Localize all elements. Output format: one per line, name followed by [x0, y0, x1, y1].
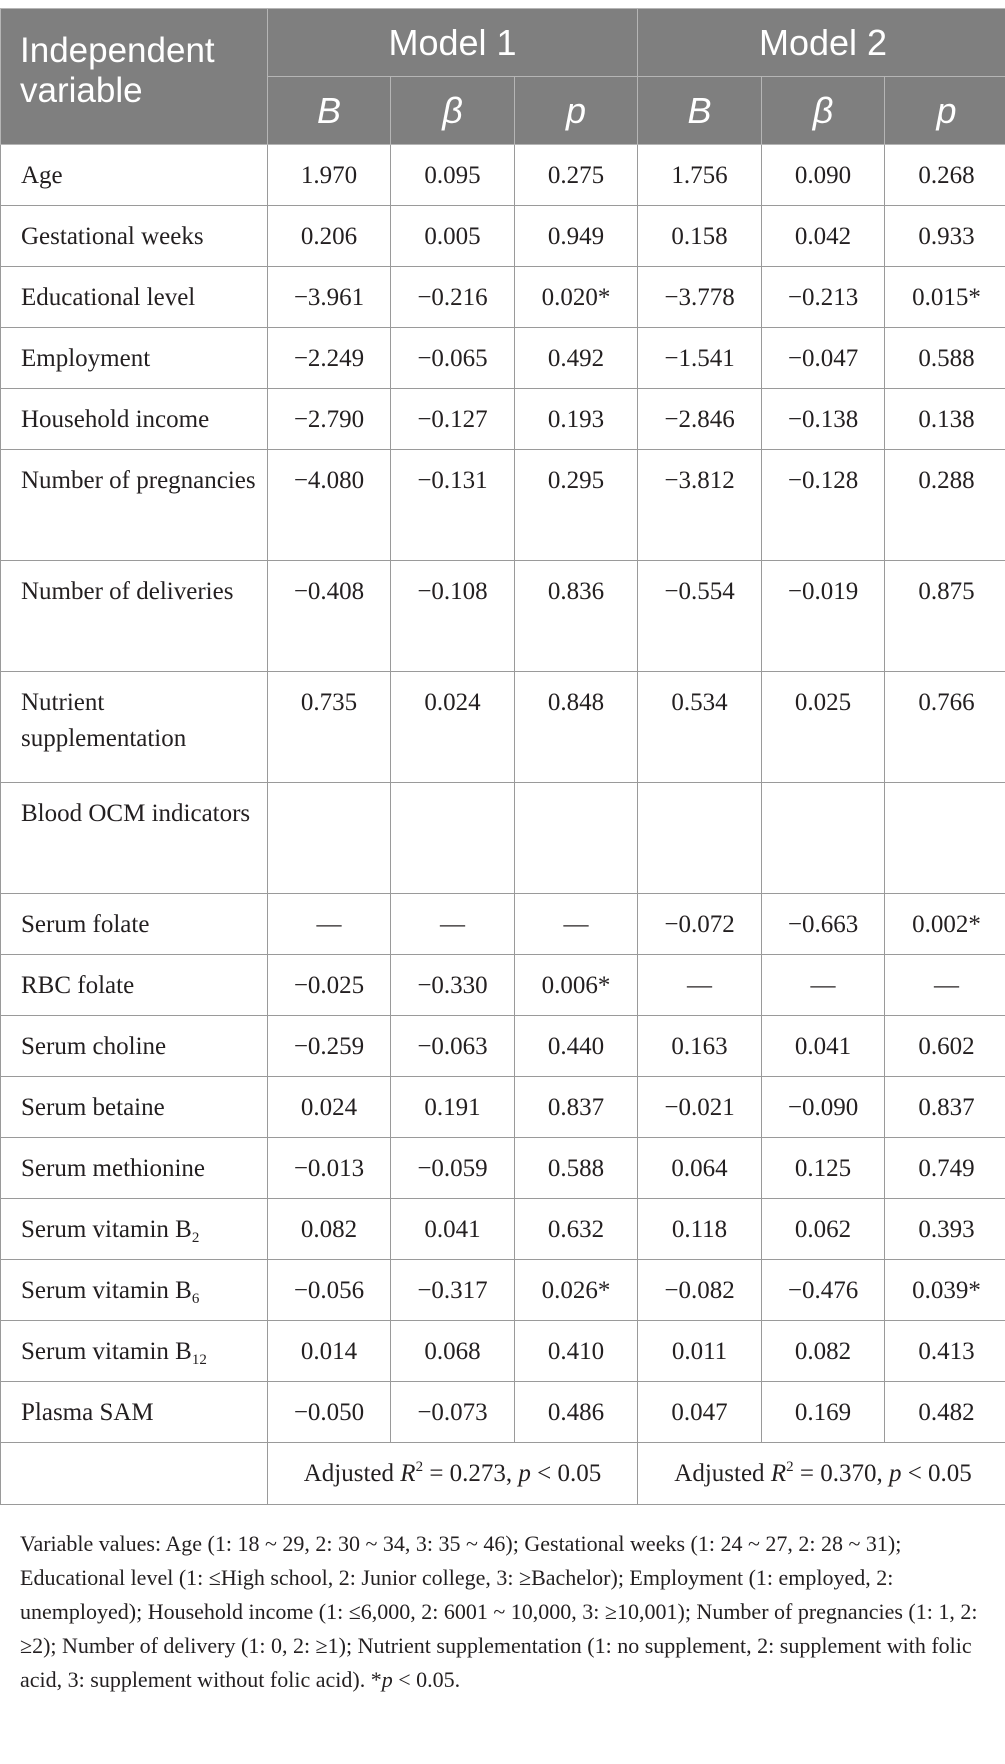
table-cell: 0.047 [638, 1382, 762, 1443]
table-cell: −0.065 [391, 328, 515, 389]
table-footer-row [1, 1443, 1005, 1505]
table-cell: — [268, 894, 391, 955]
table-cell [515, 783, 638, 894]
table-row [1, 1138, 1005, 1199]
table-cell: 0.191 [391, 1077, 515, 1138]
table-cell: 0.062 [762, 1199, 885, 1260]
table-cell: 0.006* [515, 955, 638, 1016]
row-label-text: Household income [21, 406, 210, 433]
table-cell: −0.554 [638, 561, 762, 672]
table-cell: 0.020* [515, 267, 638, 328]
table-row [1, 561, 1005, 672]
table-cell: −0.259 [268, 1016, 391, 1077]
table-cell: 0.749 [885, 1138, 1005, 1199]
table-cell: 0.025 [762, 672, 885, 783]
footer-model-2-fit: Adjusted $R^2 = 0.370$, p < 0.05 [638, 1443, 1005, 1505]
table-cell: 0.169 [762, 1382, 885, 1443]
table-cell: −3.778 [638, 267, 762, 328]
table-cell: 0.158 [638, 206, 762, 267]
header-stat: B [638, 77, 762, 145]
row-label-subscript: 6 [191, 1291, 200, 1307]
table-cell: 0.015* [885, 267, 1005, 328]
table-cell: 0.041 [762, 1016, 885, 1077]
table-cell: −0.408 [268, 561, 391, 672]
table-cell: 0.534 [638, 672, 762, 783]
table-row [1, 1199, 1005, 1260]
row-label [1, 1260, 268, 1321]
table-cell: 0.482 [885, 1382, 1005, 1443]
header-independent-variable: Independent variable [1, 9, 268, 145]
table-cell: 0.193 [515, 389, 638, 450]
table-cell: 0.295 [515, 450, 638, 561]
table-row [1, 1260, 1005, 1321]
table-cell [268, 783, 391, 894]
table-cell: 0.163 [638, 1016, 762, 1077]
table-cell: −0.090 [762, 1077, 885, 1138]
table-cell: −0.019 [762, 561, 885, 672]
table-cell: 0.632 [515, 1199, 638, 1260]
table-row [1, 1016, 1005, 1077]
row-label [1, 1077, 268, 1138]
table-cell: 0.393 [885, 1199, 1005, 1260]
row-label-text: Serum vitamin B [21, 1277, 192, 1304]
table-cell: −0.213 [762, 267, 885, 328]
table-cell: 0.041 [391, 1199, 515, 1260]
regression-table-wrapper [0, 8, 1005, 1505]
row-label-text: Employment [21, 345, 151, 372]
table-cell: −0.330 [391, 955, 515, 1016]
table-cell [762, 783, 885, 894]
table-cell: 0.206 [268, 206, 391, 267]
table-cell: 0.068 [391, 1321, 515, 1382]
table-cell: 0.766 [885, 672, 1005, 783]
row-label [1, 145, 268, 206]
row-label [1, 1016, 268, 1077]
table-cell: — [762, 955, 885, 1016]
table-cell: 0.837 [515, 1077, 638, 1138]
header-stat: β [391, 77, 515, 145]
table-cell: −2.249 [268, 328, 391, 389]
header-stat: p [515, 77, 638, 145]
table-cell: 0.095 [391, 145, 515, 206]
table-cell: 0.002* [885, 894, 1005, 955]
table-cell: 0.588 [515, 1138, 638, 1199]
header-model-2: Model 2 [638, 9, 1005, 77]
row-label-subscript: 12 [191, 1352, 207, 1368]
table-cell: — [515, 894, 638, 955]
row-label-text: Serum vitamin B [21, 1338, 192, 1365]
table-cell: −4.080 [268, 450, 391, 561]
row-label-text: RBC folate [21, 972, 135, 999]
table-cell: 0.440 [515, 1016, 638, 1077]
row-label [1, 450, 268, 561]
header-stat: β [762, 77, 885, 145]
row-label [1, 267, 268, 328]
table-cell: −0.059 [391, 1138, 515, 1199]
table-cell: 0.413 [885, 1321, 1005, 1382]
table-cell: 0.486 [515, 1382, 638, 1443]
table-cell: 0.275 [515, 145, 638, 206]
table-cell: −0.021 [638, 1077, 762, 1138]
table-cell: 0.949 [515, 206, 638, 267]
table-cell: 0.082 [762, 1321, 885, 1382]
table-cell: 0.875 [885, 561, 1005, 672]
table-cell: 0.064 [638, 1138, 762, 1199]
row-label-text: Nutrient supplementation [21, 689, 187, 752]
table-cell: −0.216 [391, 267, 515, 328]
table-cell: 0.011 [638, 1321, 762, 1382]
row-label [1, 955, 268, 1016]
table-cell: −0.050 [268, 1382, 391, 1443]
table-cell: 0.090 [762, 145, 885, 206]
table-cell: 0.410 [515, 1321, 638, 1382]
table-cell: 0.933 [885, 206, 1005, 267]
table-cell: 0.268 [885, 145, 1005, 206]
table-cell: 0.588 [885, 328, 1005, 389]
table-cell: 0.005 [391, 206, 515, 267]
table-row [1, 389, 1005, 450]
row-label-text: Number of deliveries [21, 578, 234, 605]
table-cell: — [391, 894, 515, 955]
table-cell: −0.663 [762, 894, 885, 955]
header-model-1: Model 1 [268, 9, 638, 77]
row-label [1, 1321, 268, 1382]
table-row [1, 1321, 1005, 1382]
table-cell: 0.735 [268, 672, 391, 783]
row-label-text: Plasma SAM [21, 1399, 154, 1426]
table-row [1, 450, 1005, 561]
row-label [1, 1138, 268, 1199]
table-cell: −0.063 [391, 1016, 515, 1077]
header-stat: B [268, 77, 391, 145]
table-header [1, 9, 1005, 145]
table-cell: 0.125 [762, 1138, 885, 1199]
row-label [1, 783, 268, 894]
table-cell: −0.073 [391, 1382, 515, 1443]
table-cell: — [638, 955, 762, 1016]
table-cell: 0.837 [885, 1077, 1005, 1138]
footer-model-1-fit: Adjusted $R^2 = 0.273$, p < 0.05 [268, 1443, 638, 1505]
row-label-text: Serum choline [21, 1033, 167, 1060]
table-cell: 0.288 [885, 450, 1005, 561]
table-cell: −3.961 [268, 267, 391, 328]
table-cell: 0.026* [515, 1260, 638, 1321]
table-cell: 1.970 [268, 145, 391, 206]
row-label-text: Educational level [21, 284, 196, 311]
table-cell: −0.108 [391, 561, 515, 672]
table-row [1, 206, 1005, 267]
table-cell: 0.042 [762, 206, 885, 267]
table-cell: 1.756 [638, 145, 762, 206]
row-label [1, 328, 268, 389]
footer-empty-cell [1, 1443, 268, 1505]
table-cell [638, 783, 762, 894]
table-cell: −0.138 [762, 389, 885, 450]
table-cell: −2.790 [268, 389, 391, 450]
table-cell: −1.541 [638, 328, 762, 389]
table-cell: −0.056 [268, 1260, 391, 1321]
table-cell: −0.317 [391, 1260, 515, 1321]
row-label [1, 672, 268, 783]
table-row [1, 672, 1005, 783]
table-row [1, 894, 1005, 955]
table-row [1, 1382, 1005, 1443]
row-label [1, 894, 268, 955]
table-row [1, 955, 1005, 1016]
row-label-text: Gestational weeks [21, 223, 204, 250]
table-cell: −0.072 [638, 894, 762, 955]
table-cell: 0.082 [268, 1199, 391, 1260]
table-cell: −2.846 [638, 389, 762, 450]
row-label-text: Serum methionine [21, 1155, 205, 1182]
table-cell: −0.047 [762, 328, 885, 389]
row-label-text: Age [21, 162, 63, 189]
table-cell: 0.836 [515, 561, 638, 672]
table-cell [391, 783, 515, 894]
table-cell: −0.013 [268, 1138, 391, 1199]
row-label-text: Number of pregnancies [21, 467, 256, 494]
table-cell: 0.118 [638, 1199, 762, 1260]
table-cell: −0.128 [762, 450, 885, 561]
row-label-subscript: 2 [191, 1230, 200, 1246]
table-cell: −0.082 [638, 1260, 762, 1321]
row-label-text: Serum folate [21, 911, 150, 938]
table-cell: −0.127 [391, 389, 515, 450]
table-cell: 0.602 [885, 1016, 1005, 1077]
table-cell: 0.848 [515, 672, 638, 783]
row-label [1, 206, 268, 267]
regression-table [0, 8, 1005, 1505]
row-label [1, 561, 268, 672]
table-cell: 0.039* [885, 1260, 1005, 1321]
table-row [1, 328, 1005, 389]
table-cell: −0.131 [391, 450, 515, 561]
table-cell: 0.024 [268, 1077, 391, 1138]
row-label-text: Serum vitamin B [21, 1216, 192, 1243]
row-label-text: Serum betaine [21, 1094, 165, 1121]
table-cell: 0.138 [885, 389, 1005, 450]
table-cell: −0.025 [268, 955, 391, 1016]
row-label [1, 1199, 268, 1260]
table-cell: −0.476 [762, 1260, 885, 1321]
table-row [1, 267, 1005, 328]
table-row [1, 145, 1005, 206]
table-cell: −3.812 [638, 450, 762, 561]
table-footnote: Variable values: Age (1: 18 ~ 29, 2: 30 ~ 34, 3: 35 ~ 46); Gestational weeks (1: 24 ~ 27, 2: 28 ~ 31); Educational level (1: ≤High school, 2: Junior college, 3: ≥Bachelor); Employment (1: employed, 2: unemployed); Household income (1: ≤6,000, 2: 6001 ~ 10,000, 3: ≥10,001); Number of pregnancies (1: 1, 2: ≥2); Number of delivery (1: 0, 2: ≥1); Nutrient supplementation (1: no supplement, 2: supplement with folic acid, 3: supplement without folic acid). *p < 0.05. [20, 1531, 978, 1692]
row-label [1, 1382, 268, 1443]
table-body [1, 145, 1005, 1505]
table-cell: — [885, 955, 1005, 1016]
table-cell: 0.014 [268, 1321, 391, 1382]
table-cell: 0.024 [391, 672, 515, 783]
table-cell [885, 783, 1005, 894]
row-label-text: Blood OCM indicators [21, 800, 251, 827]
table-row [1, 783, 1005, 894]
header-stat: p [885, 77, 1005, 145]
table-cell: 0.492 [515, 328, 638, 389]
table-row [1, 1077, 1005, 1138]
row-label [1, 389, 268, 450]
